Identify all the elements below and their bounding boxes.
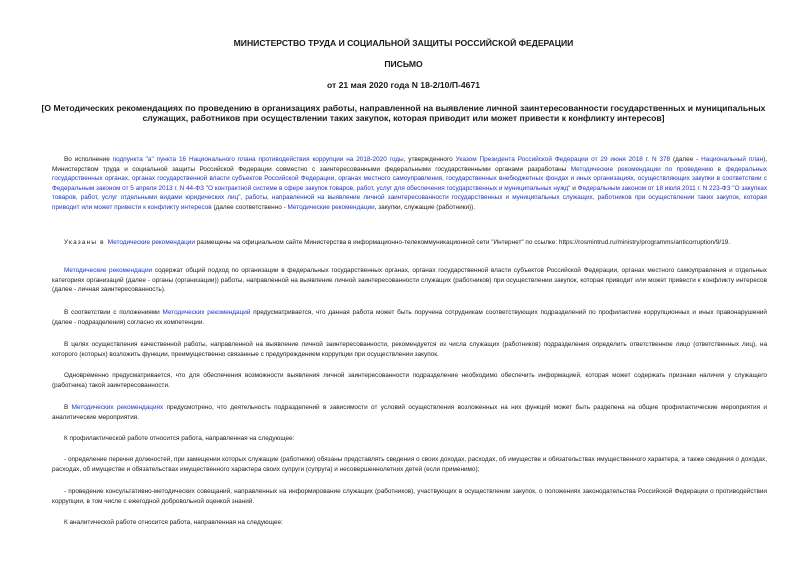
- paragraph-text: размещены на официальном сайте Министерства в информационно-телекоммуникационной сети "Интернет" по ссылке: https://rosmintrud.ru/ministry/programms/anticorruption/9/19.: [194, 239, 731, 246]
- paragraph-1: [52, 155, 767, 212]
- link-national-plan-subparagraph[interactable]: подпункта "а" пункта 16 Национального плана противодействия коррупции на 2018-2020 годы: [112, 156, 404, 163]
- paragraph-text: В целях осуществления качественной работы, направленной на выявление личной заинтересованности, рекомендуется из числа служащих (работников) подразделения определить ответственное лицо (ответственных лиц), на которого (которых) возложить функции, преимущественно связанные с предупреждением коррупции при осуществлении закупок.: [52, 341, 767, 358]
- paragraph-text: , утвержденного: [403, 156, 456, 163]
- document-date-number: от 21 мая 2020 года N 18-2/10/П-4671: [326, 80, 481, 90]
- link-methodical-recommendations-short[interactable]: Методические рекомендации: [287, 203, 375, 211]
- paragraph-text: - определение перечня должностей, при замещении которых служащие (работники) обязаны представлять сведения о своих доходах, расходах, об имуществе и обязательствах имущественного характера, а также сведения о доходах, расходах, об имуществе и обязательствах имущественного характера своих супруги (супруга) и несовершеннолетних детей (если применимо);: [52, 456, 767, 473]
- link-methodical-recommendations-5[interactable]: Методических рекомендациях: [71, 404, 164, 411]
- paragraph-text: В: [64, 404, 72, 411]
- ministry-heading: МИНИСТЕРСТВО ТРУДА И СОЦИАЛЬНОЙ ЗАЩИТЫ РОССИЙСКОЙ ФЕДЕРАЦИИ: [233, 38, 574, 48]
- link-methodical-recommendations[interactable]: Методические рекомендации по проведению в федеральных государственных органах, органах государственной власти субъектов Российской Федерации, органах местного самоуправления, государственных внебюджетных фондах и иных организациях, осуществляющих закупки в соответствии с Федеральным законом от 5 апреля 2013 г. N 44-ФЗ "О контрактной системе в сфере закупок товаров, работ, услуг для обеспечения государственных и муниципальных нужд": [52, 165, 767, 192]
- paragraph-text: (далее соответственно -: [211, 203, 288, 211]
- link-national-plan[interactable]: Национальный план: [701, 156, 764, 163]
- link-methodical-recommendations-3[interactable]: Методические рекомендации: [64, 267, 153, 274]
- paragraph-text: и: [570, 184, 578, 192]
- paragraph-text: ), Министерством труда и социальной защиты Российской Федерации совместно с заинтересованными федеральными государственными органами разработаны: [52, 156, 768, 173]
- paragraph-7: [52, 403, 767, 422]
- paragraph-text: (далее -: [670, 156, 702, 163]
- paragraph-text: Одновременно предусматривается, что для обеспечения возможности выявления личной заинтересованности подразделение необходимо обеспечить информацией, которая может содержать признаки наличия у служащего (работника) такой заинтересованности.: [52, 372, 767, 389]
- paragraph-2: [52, 238, 767, 248]
- paragraph-3: [52, 266, 767, 295]
- document-type: ПИСЬМО: [384, 59, 423, 69]
- paragraph-8: [52, 434, 767, 444]
- paragraph-text: , закупки, служащие (работники)).: [374, 203, 476, 211]
- paragraph-text: К аналитической работе относится работа, направленная на следующее:: [64, 519, 283, 526]
- paragraph-5: [52, 340, 767, 359]
- paragraph-text: - проведение консультативно-методических совещаний, направленных на информирование служащих (работников), участвующих в осуществлении закупок, о положениях законодательства Российской Федерации о противодействии коррупции, в том числе с ежегодной добровольной оценкой знаний.: [52, 488, 767, 505]
- paragraph-text: К профилактической работе относится работа, направленная на следующее:: [64, 435, 295, 442]
- paragraph-9: [52, 455, 767, 474]
- paragraph-6: [52, 371, 767, 390]
- link-presidential-decree[interactable]: Указом Президента Российской Федерации от 29 июня 2018 г. N 378: [455, 156, 671, 163]
- paragraph-text: содержат общий подход по организации в федеральных государственных органах, органах государственной власти субъектов Российской Федерации, органах местного самоуправления и отдельных категориях организаций (далее - органы (организации)) работы, направленной на выявление личной заинтересованности служащих (работников) при осуществлении закупок, которая приводит или может привести к конфликту интересов (далее - личная заинтересованность).: [52, 267, 768, 293]
- paragraph-text: Указаны в: [64, 239, 108, 246]
- link-methodical-recommendations-2[interactable]: Методические рекомендации: [107, 239, 195, 246]
- paragraph-text: Во исполнение: [64, 156, 113, 163]
- paragraph-text: предусматривается, что данная работа может быть поручена сотрудникам соответствующих подразделений по профилактике коррупционных и иных правонарушений (далее - подразделения) согласно их компетенции.: [52, 309, 767, 326]
- paragraph-11: [52, 518, 767, 528]
- document-subject: [О Методических рекомендациях по проведению в организациях работы, направленной на выявление личной заинтересованности государственных и муниципальных служащих, работников при осуществлении таких закупок, которая приводит или может привести к конфликту интересов]: [41, 103, 766, 123]
- link-federal-law-223[interactable]: Федеральным законом от 18 июля 2011 г. N 223-ФЗ "О закупках товаров, работ, услуг отдельными видами юридических лиц", работы, направленной на выявление личной заинтересованности государственных и муниципальных служащих, работников при осуществлении таких закупок, которая приводит или может привести к конфликту интересов: [52, 184, 768, 211]
- paragraph-10: [52, 487, 767, 506]
- paragraph-text: В соответствии с положениями: [64, 309, 163, 316]
- link-methodical-recommendations-4[interactable]: Методических рекомендаций: [162, 309, 251, 316]
- paragraph-4: [52, 308, 767, 327]
- paragraph-text: предусмотрено, что деятельность подразделений в зависимости от условий осуществления возложенных на них функций может быть разделена на общие профилактические мероприятия и аналитические мероприятия.: [52, 404, 767, 421]
